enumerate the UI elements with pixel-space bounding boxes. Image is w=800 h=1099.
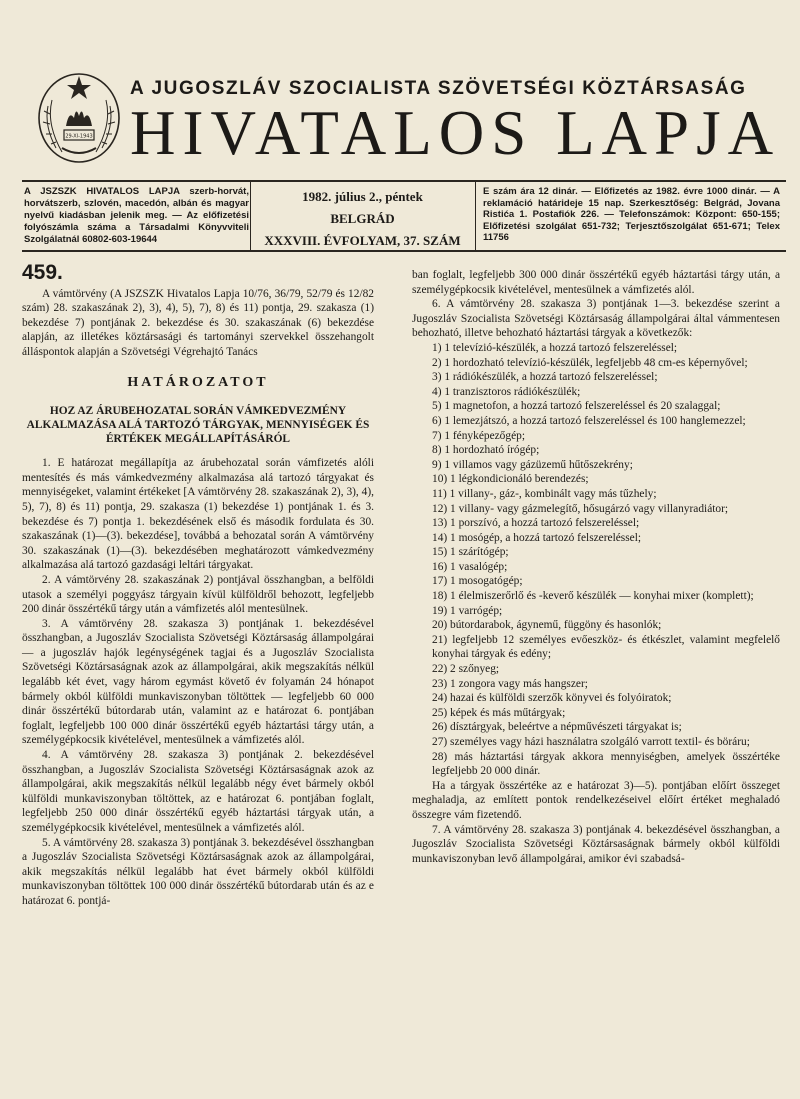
list-item: 28) más háztartási tárgyak akkora mennyiségben, amelyek összértéke legfeljebb 20 000 dinár. [432, 750, 780, 778]
masthead [0, 0, 800, 180]
list-item: 13) 1 porszívó, a hozzá tartozó felszereléssel; [432, 517, 640, 530]
issue-volume: XXXVIII. ÉVFOLYAM, 37. SZÁM [264, 233, 461, 248]
paragraph-6: 6. A vámtörvény 28. szakasza 3) pontjának 1—3. bekezdése szerint a Jugoszláv Szocialista Szövetségi Köztársaság állampolgárai által vámmentesen behozható, illetve behozható háztartási tárgyak a következők: [412, 298, 780, 340]
state-emblem-icon [36, 66, 122, 166]
country-name: A JUGOSZLÁV SZOCIALISTA SZÖVETSÉGI KÖZTÁRSASÁG [130, 78, 747, 99]
list-item: 22) 2 szőnyeg; [432, 663, 500, 676]
list-item: 15) 1 szárítógép; [432, 546, 509, 559]
list-item: 14) 1 mosógép, a hozzá tartozó felszereléssel; [432, 531, 642, 544]
list-item: 4) 1 tranzisztoros rádiókészülék; [432, 385, 581, 398]
right-column [412, 268, 780, 866]
list-item: 19) 1 varrógép; [432, 604, 503, 617]
list-item: 17) 1 mosogatógép; [432, 575, 523, 588]
list-item: 6) 1 lemezjátszó, a hozzá tartozó felszereléssel és 100 hanglemezzel; [432, 414, 746, 427]
svg-text:29-XI-1943: 29-XI-1943 [65, 133, 93, 140]
header-divider-right [475, 182, 476, 250]
list-item: 21) legfeljebb 12 személyes evőeszköz- és étkészlet, valamint megfelelő konyhai tárgyak és edény; [432, 633, 780, 661]
list-item: 10) 1 légkondicionáló berendezés; [432, 473, 589, 486]
paragraph-4: 4. A vámtörvény 28. szakasza 3) pontjának 2. bekezdésével összhangban, a Jugoszláv Szocialista Szövetségi Köztársaságnak azok az állampolgárai, akik megszakítás nélkül legalább négy évet bármely okból külföldi munkaviszonyban töltöttek, az e határozat 6. pontjában foglalt, legfeljebb 250 000 dinár összértékű egyéb háztartási tárgyak után, a személygépkocsik kivételével, mentesülnek a vámfizetés alól. [22, 749, 374, 834]
list-item: 18) 1 élelmiszerőrlő és -keverő készülék — konyhai mixer (komplett); [432, 590, 754, 603]
decision-heading: HOZ AZ ÁRUBEHOZATAL SORÁN VÁMKEDVEZMÉNY ALKALMAZÁSA ALÁ TARTOZÓ TÁRGYAK, MENNYISÉGEK ÉS ÉRTÉKEK MEGÁLLAPÍTÁSÁRÓL [26, 405, 370, 446]
paragraph-2: 2. A vámtörvény 28. szakaszának 2) pontjával összhangban, a belföldi utasok a személyi poggyász tárgyain kívül külföldről behozott, legfeljebb 200 dinár összértékű tárgy után a vámfizetés alól mentesülnek. [22, 573, 374, 616]
list-item: 27) személyes vagy házi használatra szolgáló varrott textil- és böráru; [432, 736, 750, 748]
list-item: 3) 1 rádiókészülék, a hozzá tartozó felszereléssel; [432, 371, 658, 384]
decree-number: 459. [22, 261, 63, 284]
list-item: 9) 1 villamos vagy gázüzemű hűtőszekrény; [432, 458, 633, 471]
decree-preamble: A vámtörvény (A JSZSZK Hivatalos Lapja 10/76, 36/79, 52/79 és 12/82 szám) 28. szakaszának 2), 3), 4), 5), 7), 8) és 11) pontja, 29. szakasza (1) bekezdése 7) pontjának 2. bekezdése és 30. szakaszának (6) bekezdése alapján, az illetékes köztársasági és tartományi szervekkel összehangolt álláspontok alapján a Szövetségi Végrehajtó Tanács [22, 287, 374, 358]
list-item: 5) 1 magnetofon, a hozzá tartozó felszereléssel és 20 szalaggal; [432, 400, 721, 413]
decision-title: HATÁROZATOT [127, 374, 269, 390]
list-item: 16) 1 vasalógép; [432, 560, 508, 573]
list-item: 25) képek és más műtárgyak; [432, 706, 566, 719]
publication-title: HIVATALOS LAPJA [130, 98, 781, 168]
issue-place: BELGRÁD [330, 211, 395, 226]
issue-date: 1982. július 2., péntek [302, 189, 423, 204]
publication-info: A JSZSZK HIVATALOS LAPJA szerb-horvát, horvátszerb, szlovén, macedón, albán és magyar nyelvű kiadásban jelenik meg. — Az előfizetési folyószámla száma a Társadalmi Könyvviteli Szolgálatnál 60802-603-19644 [24, 186, 249, 245]
left-column [22, 261, 374, 909]
paragraph-5-continued: ban foglalt, legfeljebb 300 000 dinár összértékű egyéb háztartási tárgy után, a személygépkocsik kivételével, mentesülnek a vámfizetés alól. [412, 269, 780, 296]
paragraph-7: 7. A vámtörvény 28. szakasza 3) pontjának 4. bekezdésével összhangban, a Jugoszláv Szocialista Szövetségi Köztársaságnak bármely okból külföldi munkaviszonyban levő állampolgárai, amikor évi szabadsá- [412, 823, 780, 865]
list-item: 20) bútordarabok, ágynemű, függöny és hasonlók; [432, 619, 662, 632]
list-item: 26) dísztárgyak, beleértve a népművészeti tárgyakat is; [432, 721, 682, 734]
paragraph-1: 1. E határozat megállapítja az árubehozatal során vámfizetés alóli mentesítés és más vámkedvezmény alkalmazása alá tartozó tárgyakat és mennyiségeket, valamint értékeket [A vámtörvény 28. szakaszának 2), 3), 4), 5), 7), 8) és 11) pontja, 29. szakasza (1) bekezdése 1) pontjának 1. és 3. bekezdése és 7) pontja 1. bekezdésének első és második fordulata és 30. szakaszának (1)—(3). bekezdése], továbbá a behozatal során A vámtörvény 30. szakaszának (1)—(3). bekezdésében meghatározott vámkedvezmény alkalmazása alá tartozó gazdasági leltári tárgyakat. [22, 457, 374, 572]
header-bottom-rule [22, 250, 786, 252]
list-item: 8) 1 hordozható írógép; [432, 444, 540, 457]
header-top-rule [22, 180, 786, 182]
value-paragraph: Ha a tárgyak összértéke az e határozat 3)—5). pontjában előírt összeget meghaladja, az említett pontok rendelkezéseivel előírt értéket meghaladó összegre vám fizetendő. [412, 779, 780, 821]
list-item: 24) hazai és külföldi szerzők könyvei és folyóiratok; [432, 692, 672, 705]
list-item: 12) 1 villany- vagy gázmelegítő, hősugárzó vagy villanyradiátor; [432, 502, 729, 515]
paragraph-5: 5. A vámtörvény 28. szakasza 3) pontjának 3. bekezdésével összhangban a Jugoszláv Szocialista Szövetségi Köztársaságnak azok az állampolgárai, akik megszakítás nélkül legalább hat évet bármely okból külföldi munkaviszonyban töltöttek 100 000 dinár összértékű bútordarab után és az e határozat 6. pontjá- [22, 836, 374, 907]
subscription-info: E szám ára 12 dinár. — Előfizetés az 1982. évre 1000 dinár. — A reklamáció határideje 15 nap. Szerkesztőség: Belgrád, Jovana Ristića 1. Postafiók 226. — Telefonszámok: Központ: 650-155; Előfizetési szolgálat 651-732; Terjesztőszolgálat 651-671; Telex 11756 [483, 186, 780, 244]
paragraph-3: 3. A vámtörvény 28. szakasza 3) pontjának 1. bekezdésével összhangban, a Jugoszláv Szocialista Szövetségi Köztársaság állampolgárai — a jugoszláv hajók legénységének tagjai és a Jugoszláv Szocialista Szövetségi Köztársaságnak azok az állampolgárai, akik megszakítás nélkül legalább két évet, vagy három egymást követő év folyamán 24 hónapot bármely okból külföldi munkaviszonyban töltöttek — legfeljebb 60 000 dinár összértékű bútordarab után, valamint az e határozat 6. pontjában foglalt, legfeljebb 100 000 dinár összértékű egyéb háztartási tárgy után, a személygépkocsik kivételével, mentesülnek a vámfizetés alól. [22, 617, 374, 747]
list-item: 2) 1 hordozható televízió-készülék, legfeljebb 48 cm-es képernyővel; [432, 356, 748, 369]
list-item: 23) 1 zongora vagy más hangszer; [432, 677, 588, 690]
list-item: 11) 1 villany-, gáz-, kombinált vagy más tűzhely; [432, 487, 657, 500]
list-item: 1) 1 televízió-készülék, a hozzá tartozó felszereléssel; [432, 341, 678, 354]
issue-info [255, 186, 470, 252]
list-item: 7) 1 fényképezőgép; [432, 429, 525, 442]
header-divider-left [250, 182, 251, 250]
